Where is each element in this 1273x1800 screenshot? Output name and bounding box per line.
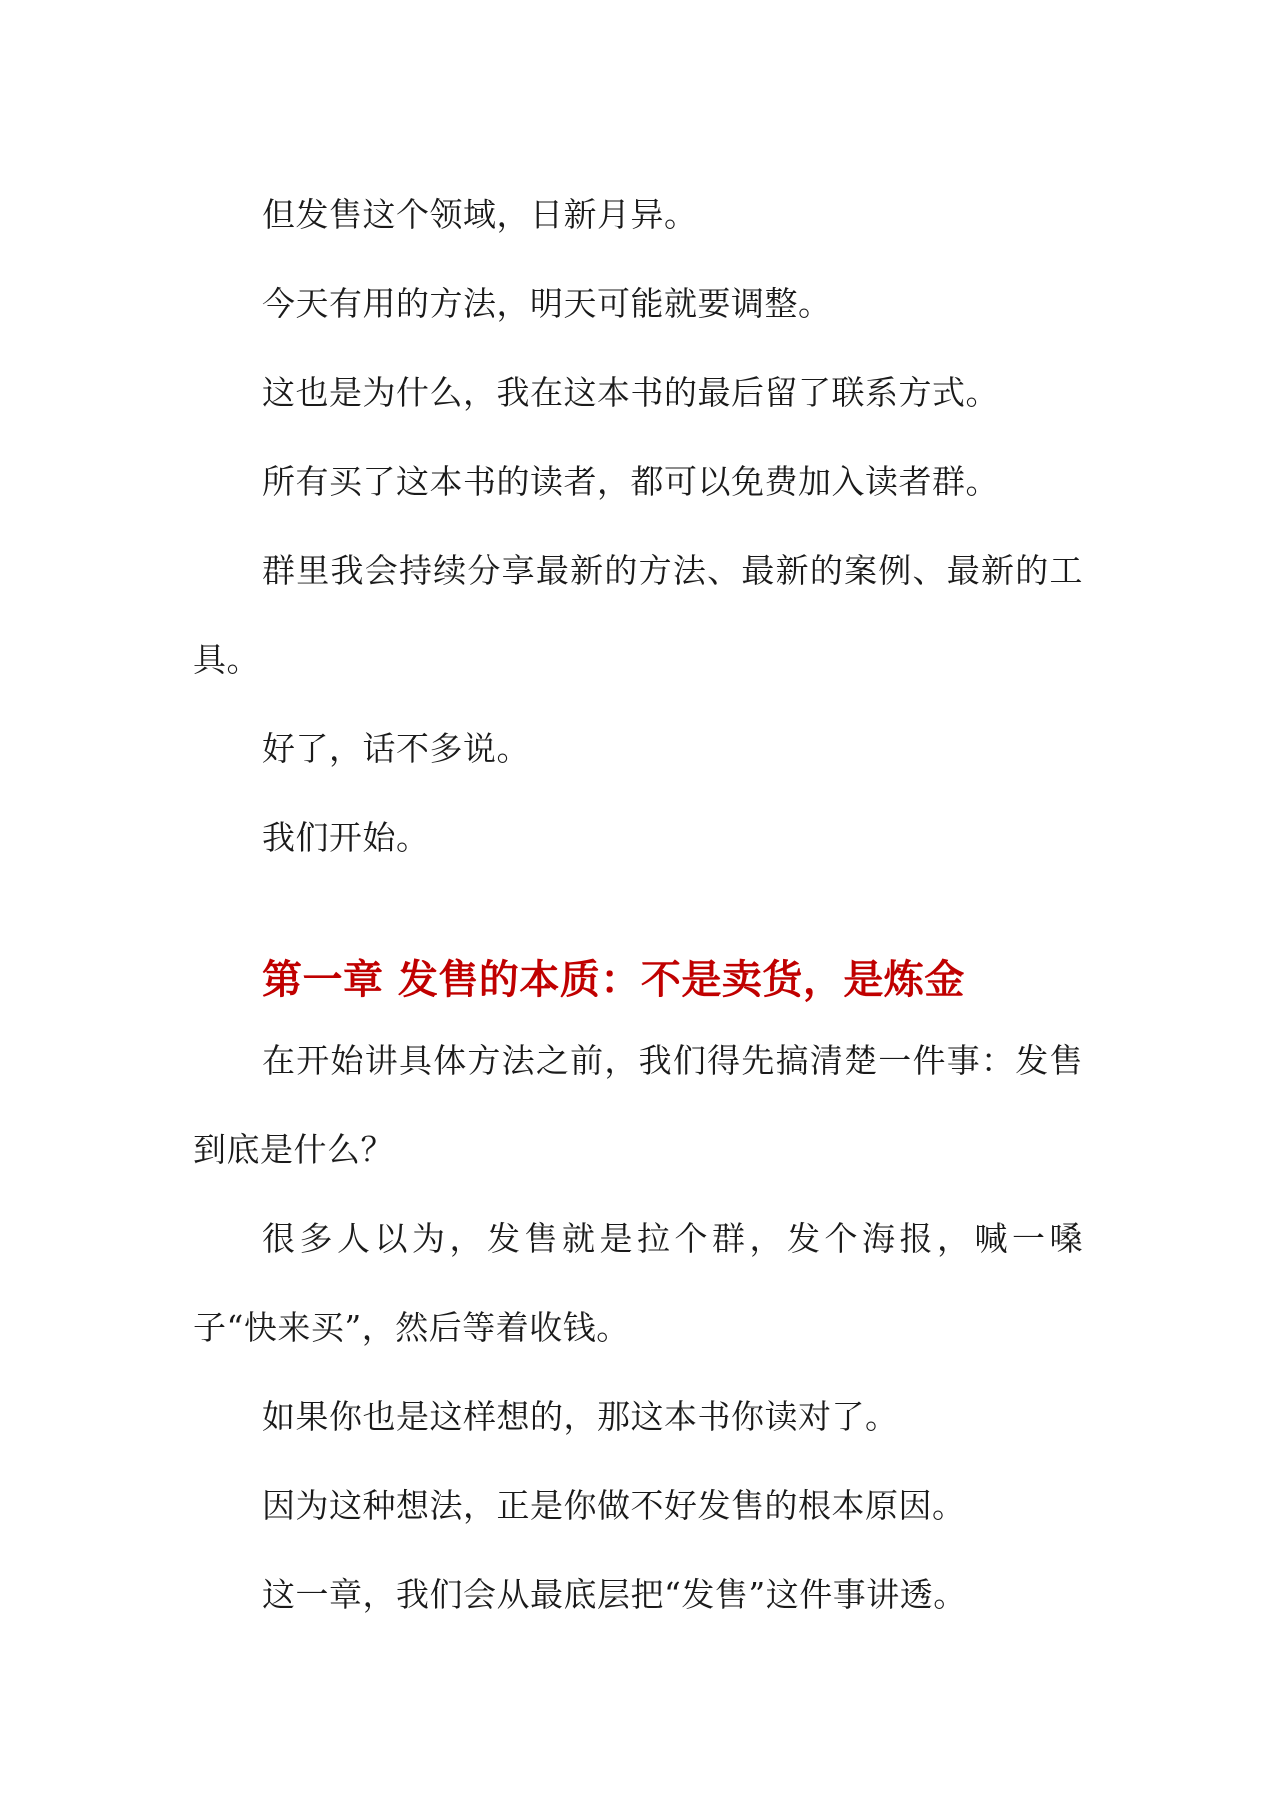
paragraph: 但发售这个领域，日新月异。 [262, 195, 698, 234]
paragraph: 这一章，我们会从最底层把“发售”这件事讲透。 [262, 1575, 967, 1614]
paragraph: 很多人以为，发售就是拉个群，发个海报，喊一嗓子“快来买”，然后等着收钱。 [193, 1219, 1083, 1347]
paragraph: 所有买了这本书的读者，都可以免费加入读者群。 [262, 462, 999, 501]
page-content [193, 170, 1083, 1639]
paragraph: 群里我会持续分享最新的方法、最新的案例、最新的工具。 [193, 551, 1083, 679]
paragraph: 我们开始。 [262, 818, 430, 857]
paragraph: 因为这种想法，正是你做不好发售的根本原因。 [262, 1486, 966, 1525]
paragraph: 在开始讲具体方法之前，我们得先搞清楚一件事：发售到底是什么？ [193, 1041, 1083, 1169]
paragraph: 如果你也是这样想的，那这本书你读对了。 [262, 1397, 899, 1436]
paragraph: 今天有用的方法，明天可能就要调整。 [262, 284, 832, 323]
paragraph: 这也是为什么，我在这本书的最后留了联系方式。 [262, 373, 999, 412]
paragraph: 好了，话不多说。 [262, 729, 530, 768]
chapter-title: 第一章 发售的本质：不是卖货，是炼金 [262, 956, 965, 1003]
